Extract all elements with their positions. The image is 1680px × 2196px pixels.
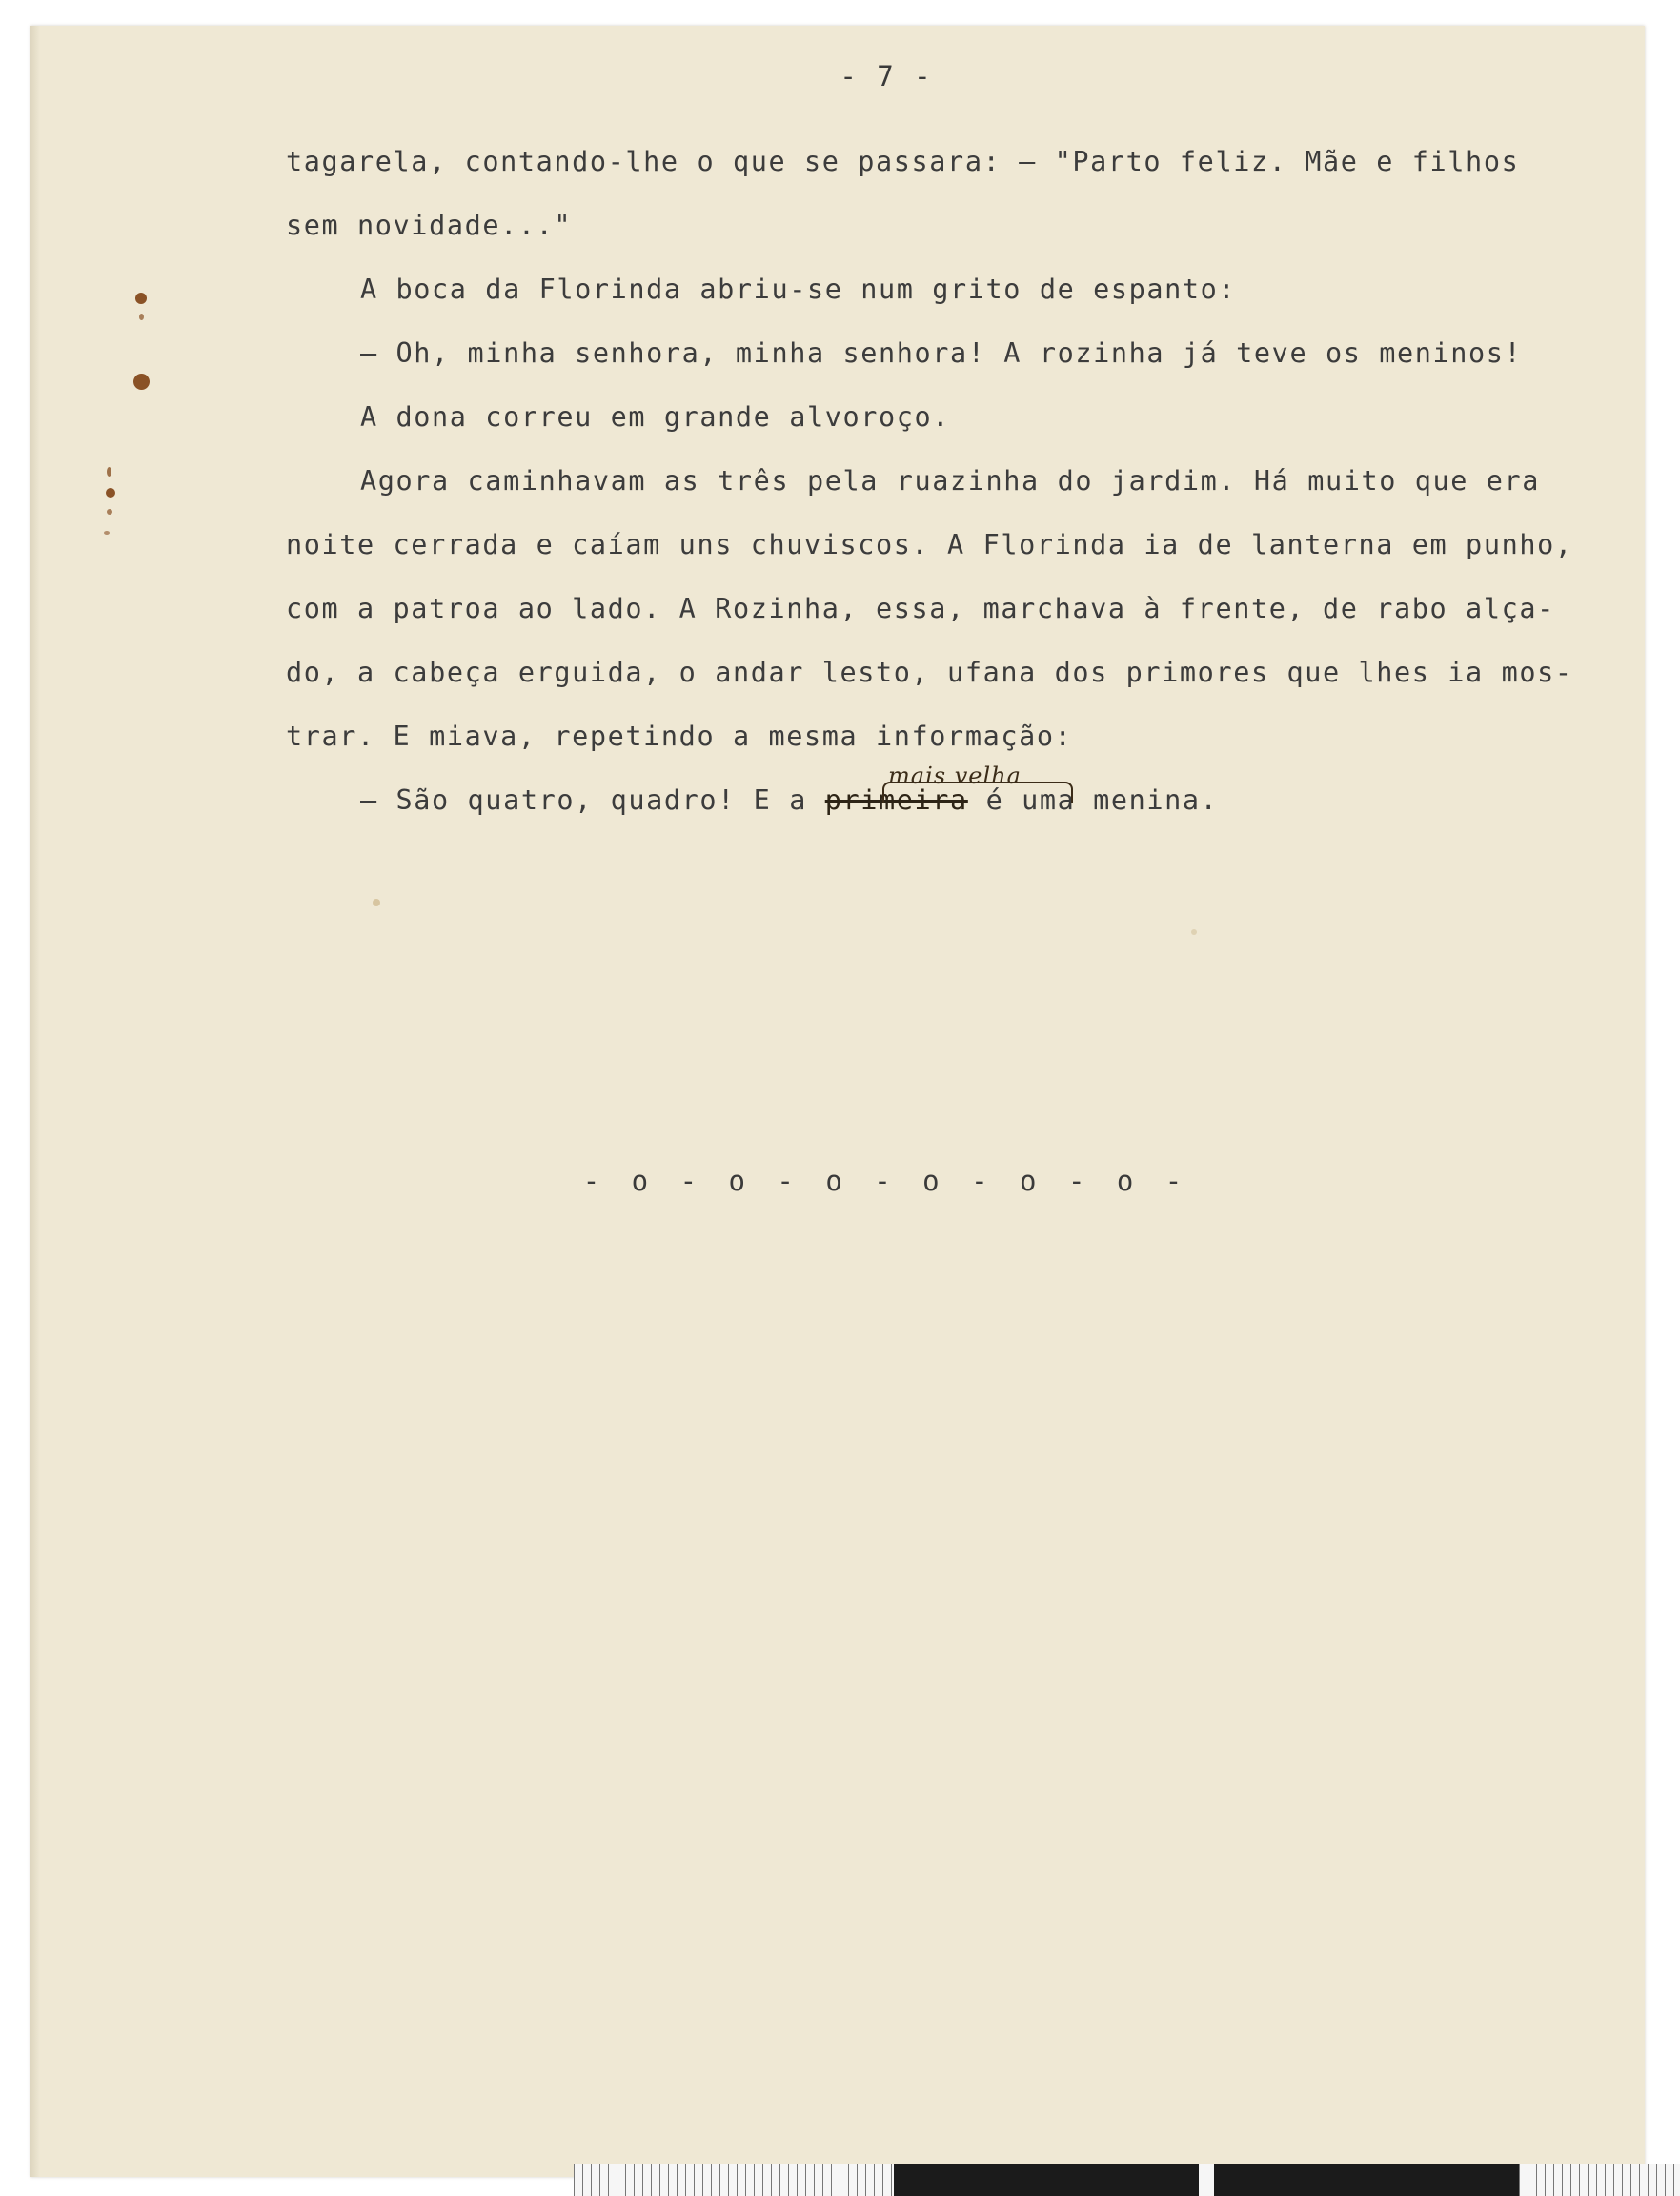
text-line: tagarela, contando-lhe o que se passara: — "Parto feliz. Mãe e filhos	[286, 146, 1520, 177]
text-line: com a patroa ao lado. A Rozinha, essa, marchava à frente, de rabo alça-	[286, 593, 1555, 624]
text-line: Agora caminhavam as três pela ruazinha do jardim. Há muito que era	[360, 465, 1541, 497]
text-line-with-correction	[360, 783, 1218, 818]
ink-stain	[139, 314, 144, 320]
ruler-black-bar	[894, 2164, 1199, 2196]
text-line: do, a cabeça erguida, o andar lesto, ufana dos primores que lhes ia mos-	[286, 657, 1573, 688]
text-line: noite cerrada e caíam uns chuviscos. A Florinda ia de lanterna em punho,	[286, 529, 1573, 560]
paper-spot	[373, 899, 380, 906]
text-line: trar. E miava, repetindo a mesma informação:	[286, 721, 1073, 752]
line-text-after: é uma menina.	[967, 784, 1219, 816]
section-separator: - o - o - o - o - o - o -	[582, 1165, 1190, 1197]
text-line: A boca da Florinda abriu-se num grito de espanto:	[360, 274, 1237, 305]
ruler-gap	[1199, 2164, 1214, 2196]
text-line: A dona correu em grande alvoroço.	[360, 401, 951, 433]
ink-stain	[107, 467, 111, 477]
page-number: - 7 -	[840, 60, 933, 92]
handwritten-insertion: mais velha	[888, 762, 1022, 789]
ink-stain	[106, 488, 115, 498]
struck-out-word: primeira	[824, 784, 968, 816]
text-line: — Oh, minha senhora, minha senhora! A rozinha já teve os meninos!	[360, 337, 1523, 369]
ink-stain	[107, 509, 112, 515]
ruler-black-bar	[1214, 2164, 1519, 2196]
page-edge-shadow	[30, 26, 40, 2177]
ruler-ticks	[574, 2164, 894, 2196]
text-line: sem novidade..."	[286, 210, 573, 241]
ink-stain	[135, 293, 147, 304]
ink-stain	[133, 374, 150, 390]
paper-spot	[1191, 929, 1197, 935]
line-text-before: — São quatro, quadro! E a	[360, 784, 825, 816]
ruler-ticks	[1519, 2164, 1680, 2196]
ink-stain	[104, 531, 110, 535]
scale-ruler	[574, 2164, 1680, 2196]
